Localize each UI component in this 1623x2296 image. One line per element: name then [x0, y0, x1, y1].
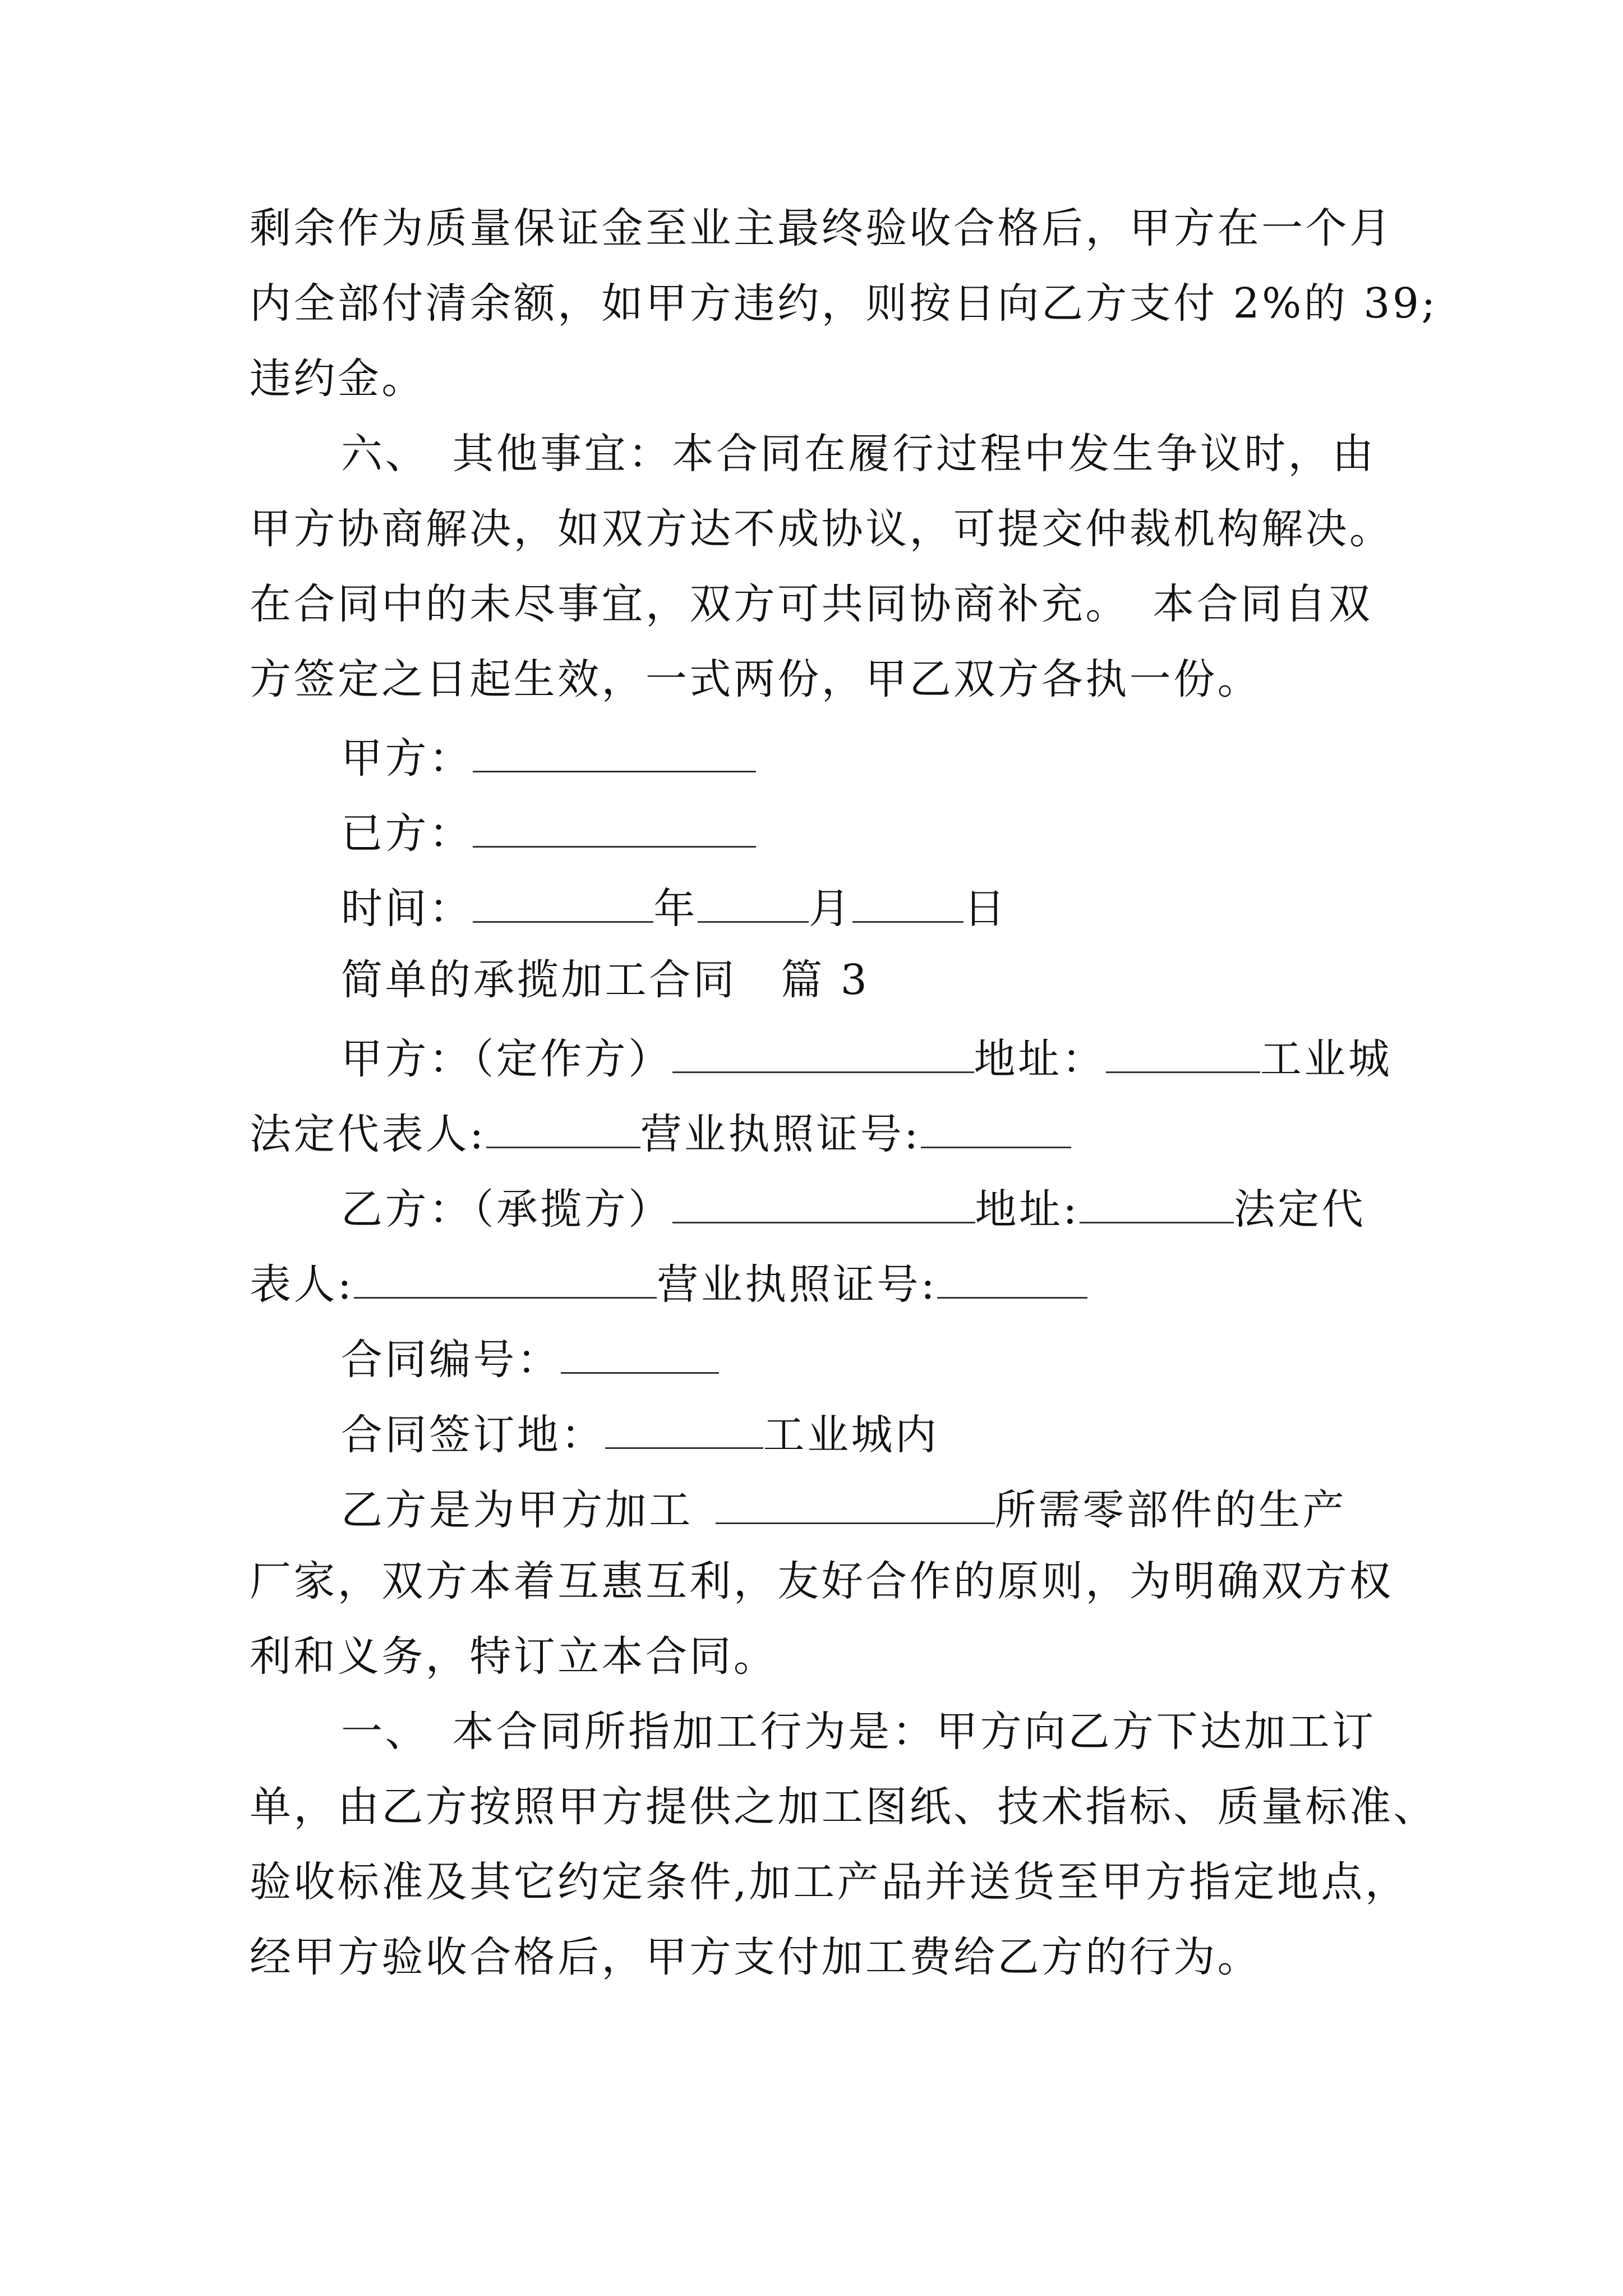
- party-b-address-blank[interactable]: [1080, 1185, 1234, 1223]
- sign-place-label: 合同签订地：: [341, 1411, 605, 1459]
- party-a-address-suffix: 工业城: [1260, 1035, 1393, 1083]
- clause-one-line-2: 单，由乙方按照甲方提供之加工图纸、技术指标、质量标准、: [250, 1783, 1437, 1831]
- party-b-name-blank[interactable]: [672, 1185, 975, 1223]
- party-b-prefix: 乙方：（承揽方）: [341, 1185, 672, 1234]
- party-b-blank[interactable]: [473, 809, 756, 848]
- clause-one-line-4: 经甲方验收合格后，甲方支付加工费给乙方的行为。: [250, 1933, 1262, 1981]
- contract-number-label: 合同编号：: [341, 1336, 561, 1384]
- party-b-info-row: [250, 1185, 1388, 1234]
- party-a-label: 甲方：: [341, 734, 473, 783]
- text-line: 剩余作为质量保证金至业主最终验收合格后，甲方在一个月: [250, 204, 1394, 252]
- contract-number-blank[interactable]: [561, 1335, 719, 1374]
- party-b-address-label: 地址:: [975, 1185, 1080, 1234]
- party-b-rep-label: 表人:: [250, 1260, 354, 1309]
- party-b-license-label: 营业执照证号:: [657, 1260, 938, 1309]
- party-a-signature-row: [250, 734, 1388, 783]
- party-b-info-row-2: [250, 1260, 1388, 1309]
- party-b-address-suffix: 法定代: [1233, 1185, 1366, 1234]
- text-line: 在合同中的未尽事宜，双方可共同协商补充。 本合同自双: [250, 580, 1373, 628]
- party-b-rep-blank[interactable]: [354, 1260, 657, 1299]
- party-b-signature-row: [250, 809, 1388, 858]
- day-label: 日: [963, 885, 1008, 933]
- party-a-address-blank[interactable]: [1106, 1034, 1260, 1073]
- sign-place-row: [250, 1410, 1388, 1459]
- intro-line-2: 厂家，双方本着互惠互利，友好合作的原则，为明确双方权: [250, 1557, 1394, 1605]
- intro-suffix: 所需零部件的生产: [994, 1486, 1347, 1534]
- intro-line-1: [250, 1485, 1388, 1534]
- time-label: 时间：: [341, 885, 473, 933]
- party-b-license-blank[interactable]: [937, 1260, 1087, 1299]
- intro-line-3: 利和义务，特订立本合同。: [250, 1632, 778, 1681]
- contract-number-row: [250, 1335, 1388, 1384]
- day-blank[interactable]: [852, 884, 963, 923]
- party-a-license-blank[interactable]: [921, 1110, 1071, 1148]
- section-title: 简单的承揽加工合同 篇 3: [341, 956, 870, 1004]
- text-line: 方签定之日起生效，一式两份，甲乙双方各执一份。: [250, 655, 1262, 703]
- party-a-rep-blank[interactable]: [486, 1110, 640, 1148]
- sign-place-blank[interactable]: [605, 1410, 763, 1449]
- month-blank[interactable]: [698, 884, 809, 923]
- party-a-address-label: 地址：: [974, 1035, 1106, 1083]
- party-a-rep-label: 法定代表人:: [250, 1110, 486, 1158]
- sign-place-suffix: 工业城内: [763, 1411, 939, 1459]
- intro-prefix: 乙方是为甲方加工: [341, 1486, 693, 1534]
- year-label: 年: [653, 885, 698, 933]
- text-line: 违约金。: [250, 355, 426, 403]
- date-row: [250, 884, 1388, 933]
- clause-one-line-1: 一、 本合同所指加工行为是：甲方向乙方下达加工订: [341, 1708, 1376, 1756]
- text-line: 内全部付清余额，如甲方违约，则按日向乙方支付 2%的 39;: [250, 279, 1438, 328]
- party-a-blank[interactable]: [473, 734, 756, 772]
- party-a-license-label: 营业执照证号:: [640, 1110, 921, 1158]
- clause-one-line-3: 验收标准及其它约定条件,加工产品并送货至甲方指定地点，: [250, 1858, 1409, 1906]
- text-line: 甲方协商解决，如双方达不成协议，可提交仲裁机构解决。: [250, 505, 1394, 553]
- party-a-info-row-2: [250, 1110, 1388, 1158]
- intro-product-blank[interactable]: [716, 1485, 995, 1524]
- party-a-prefix: 甲方：（定作方）: [341, 1035, 672, 1083]
- party-a-name-blank[interactable]: [672, 1034, 974, 1073]
- month-label: 月: [808, 885, 853, 933]
- year-blank[interactable]: [473, 884, 653, 923]
- clause-six: 六、 其他事宜：本合同在履行过程中发生争议时，由: [341, 430, 1376, 478]
- party-a-info-row: [250, 1034, 1393, 1083]
- contract-page: [250, 204, 1438, 2012]
- party-b-label: 已方：: [341, 809, 473, 858]
